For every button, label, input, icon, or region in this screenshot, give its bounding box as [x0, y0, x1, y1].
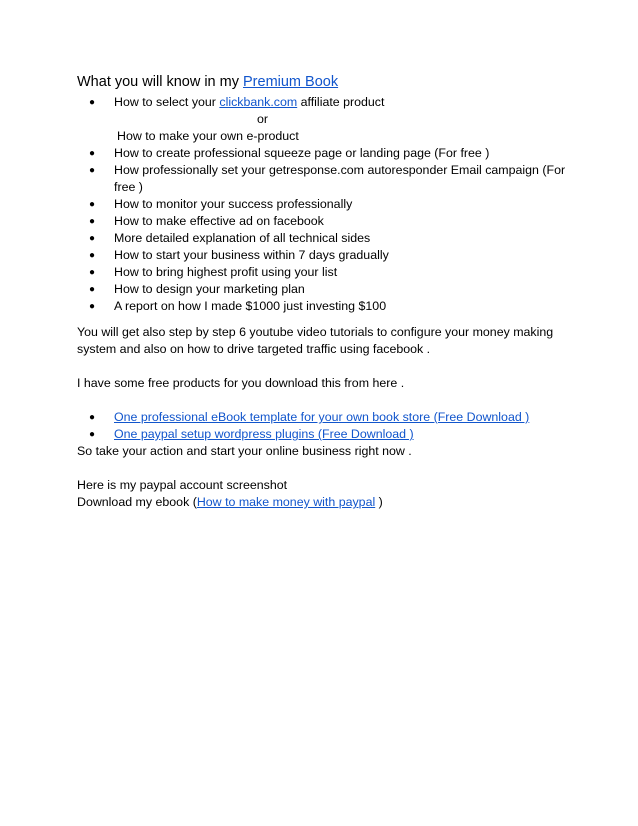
spacer	[77, 392, 577, 409]
bullet-icon: ●	[89, 216, 96, 227]
features-list	[77, 94, 577, 111]
list-item	[77, 94, 577, 111]
heading-text: What you will know in my	[77, 74, 243, 90]
call-to-action-paragraph: So take your action and start your online business right now .	[77, 444, 412, 458]
premium-book-link[interactable]: Premium Book	[243, 74, 339, 90]
tutorials-paragraph: You will get also step by step 6 youtube video tutorials to configure your money making system and also on how to drive targeted traffic using facebook .	[77, 325, 554, 356]
paypal-plugin-download-link[interactable]: One paypal setup wordpress plugins (Free Download )	[114, 427, 414, 441]
bullet-icon: ●	[89, 301, 96, 312]
list-item	[77, 247, 577, 264]
free-products-paragraph: I have some free products for you download this from here .	[77, 376, 405, 390]
download-line	[77, 494, 577, 511]
item-text: How to monitor your success professionally	[114, 197, 353, 211]
item-text: A report on how I made $1000 just investing $100	[114, 299, 387, 313]
ebook-template-download-link[interactable]: One professional eBook template for your own book store (Free Download )	[114, 410, 530, 424]
item-text: More detailed explanation of all technical sides	[114, 231, 371, 245]
bullet-icon: ●	[89, 267, 96, 278]
list-item	[77, 281, 577, 298]
section-heading	[77, 72, 577, 92]
list-item	[77, 298, 577, 315]
item-text: How to bring highest profit using your list	[114, 265, 338, 279]
item-text: How professionally set your getresponse.com autoresponder Email campaign (For free )	[114, 163, 566, 194]
spacer	[77, 315, 577, 324]
bullet-icon: ●	[89, 97, 96, 108]
list-item	[77, 213, 577, 230]
list-item	[77, 426, 577, 443]
spacer	[77, 358, 577, 375]
free-downloads-list	[77, 409, 577, 443]
document-page	[77, 72, 577, 511]
bullet-icon: ●	[89, 412, 96, 423]
alternative-line: How to make your own e-product	[117, 129, 299, 143]
bullet-icon: ●	[89, 284, 96, 295]
ebook-download-link[interactable]: How to make money with paypal	[196, 495, 376, 509]
item-text: How to select your	[114, 95, 220, 109]
screenshot-line: Here is my paypal account screenshot	[77, 478, 288, 492]
bullet-icon: ●	[89, 165, 96, 176]
features-list-continued	[77, 145, 577, 315]
download-suffix: )	[375, 495, 383, 509]
item-text: How to design your marketing plan	[114, 282, 305, 296]
or-separator: or	[257, 112, 269, 126]
bullet-icon: ●	[89, 199, 96, 210]
download-prefix: Download my ebook (	[77, 495, 197, 509]
list-item	[77, 230, 577, 247]
list-item	[77, 196, 577, 213]
bullet-icon: ●	[89, 250, 96, 261]
spacer	[77, 460, 577, 477]
list-item	[77, 409, 577, 426]
clickbank-link[interactable]: clickbank.com	[219, 95, 298, 109]
item-text: How to start your business within 7 days gradually	[114, 248, 389, 262]
list-item	[77, 264, 577, 281]
list-item	[77, 162, 577, 196]
item-text: How to create professional squeeze page or landing page (For free )	[114, 146, 490, 160]
bullet-icon: ●	[89, 429, 96, 440]
item-text-suffix: affiliate product	[297, 95, 385, 109]
list-item	[77, 145, 577, 162]
item-text: How to make effective ad on facebook	[114, 214, 324, 228]
bullet-icon: ●	[89, 148, 96, 159]
bullet-icon: ●	[89, 233, 96, 244]
